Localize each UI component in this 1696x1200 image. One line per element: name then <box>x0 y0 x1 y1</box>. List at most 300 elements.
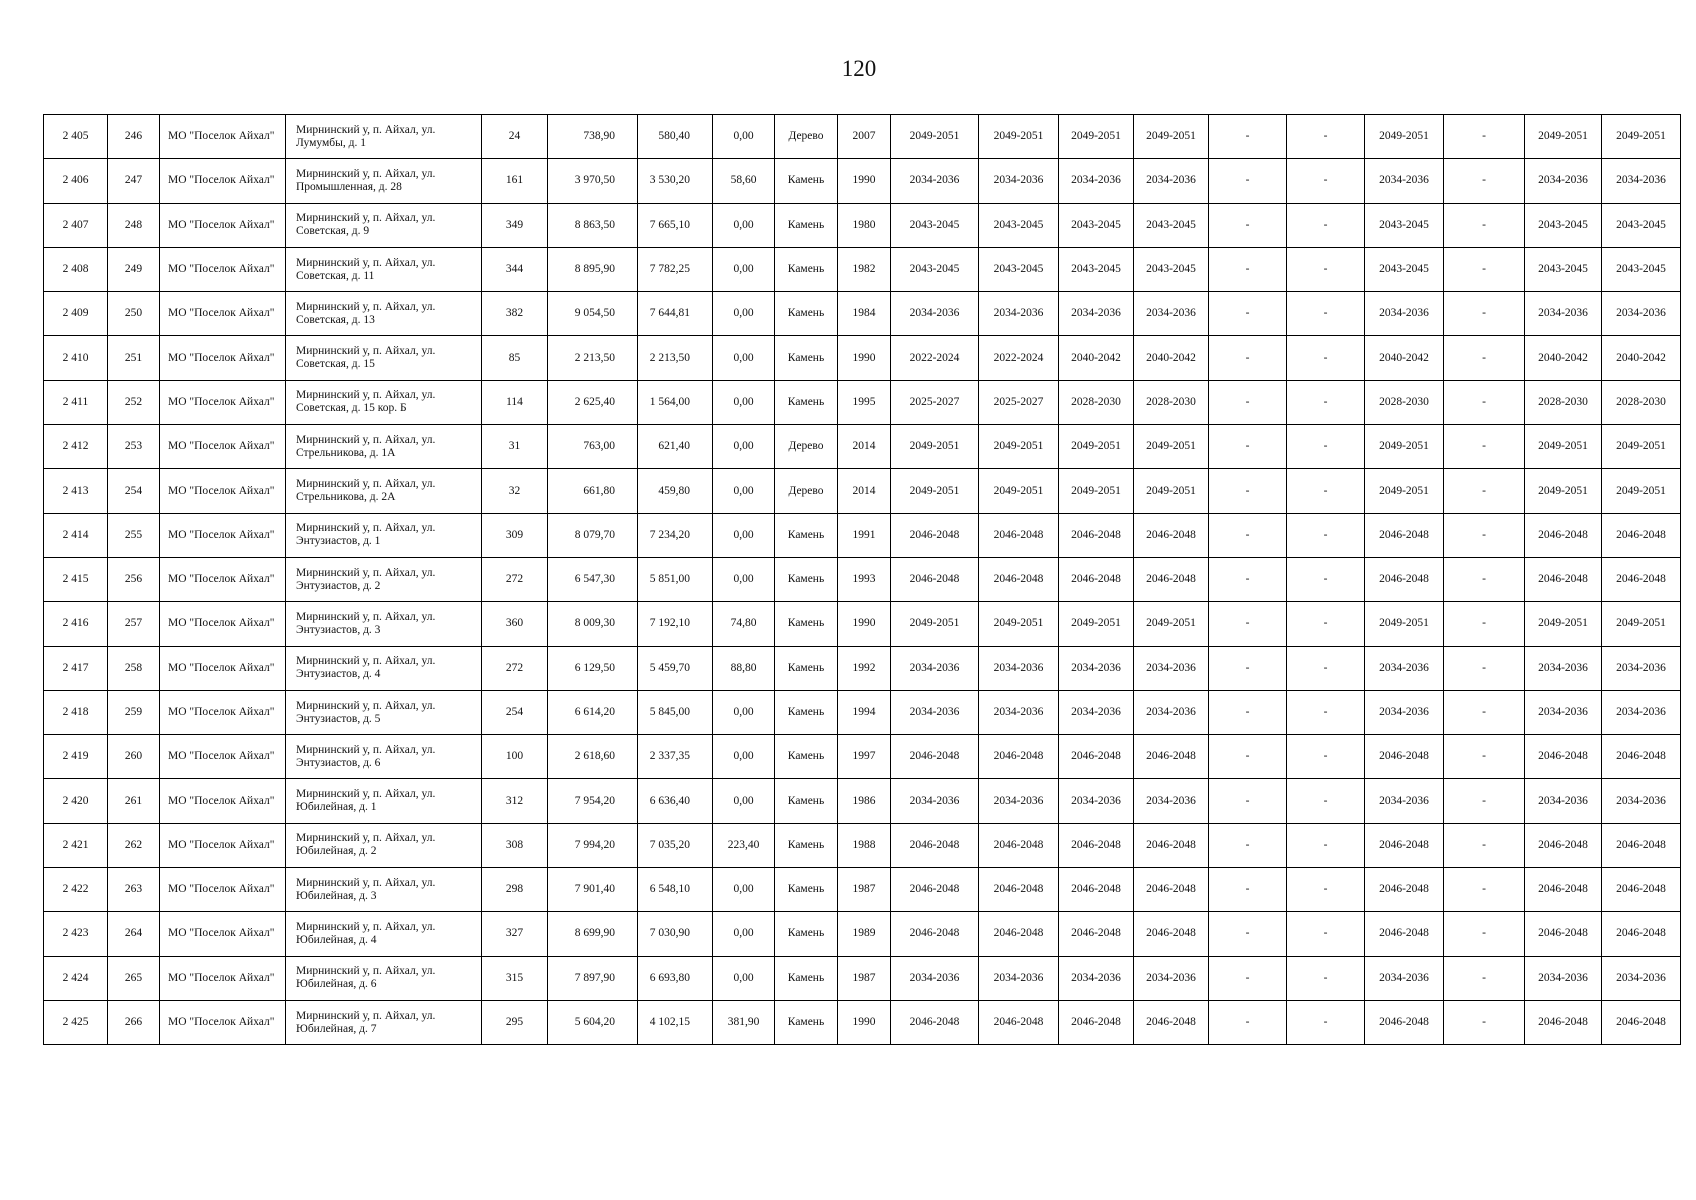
period-cell-4: 2049-2051 <box>1134 425 1209 469</box>
period-cell-8: - <box>1444 1000 1525 1044</box>
period-cell-2: 2046-2048 <box>979 912 1059 956</box>
municipality-cell: МО "Поселок Айхал" <box>160 247 286 291</box>
year-built-cell: 1990 <box>838 1000 891 1044</box>
address-cell: Мирнинский у, п. Айхал, ул. Энтузиастов, д. 4 <box>286 646 482 690</box>
nonliving-area-cell: 0,00 <box>713 690 775 734</box>
year-built-cell: 1990 <box>838 336 891 380</box>
period-cell-9: 2034-2036 <box>1525 292 1602 336</box>
address-cell: Мирнинский у, п. Айхал, ул. Стрельникова, д. 1А <box>286 425 482 469</box>
year-built-cell: 1988 <box>838 823 891 867</box>
living-area-cell: 6 636,40 <box>638 779 713 823</box>
item-number-cell: 249 <box>108 247 160 291</box>
period-cell-5: - <box>1209 823 1287 867</box>
nonliving-area-cell: 0,00 <box>713 292 775 336</box>
period-cell-4: 2040-2042 <box>1134 336 1209 380</box>
item-number-cell: 254 <box>108 469 160 513</box>
period-cell-9: 2046-2048 <box>1525 912 1602 956</box>
item-number-cell: 256 <box>108 557 160 601</box>
nonliving-area-cell: 58,60 <box>713 159 775 203</box>
period-cell-2: 2043-2045 <box>979 203 1059 247</box>
residents-cell: 360 <box>482 602 548 646</box>
period-cell-7: 2040-2042 <box>1365 336 1444 380</box>
wall-material-cell: Камень <box>775 690 838 734</box>
period-cell-2: 2049-2051 <box>979 602 1059 646</box>
period-cell-4: 2034-2036 <box>1134 646 1209 690</box>
year-built-cell: 1991 <box>838 513 891 557</box>
period-cell-1: 2043-2045 <box>891 203 979 247</box>
nonliving-area-cell: 0,00 <box>713 115 775 159</box>
period-cell-10: 2034-2036 <box>1602 956 1681 1000</box>
item-number-cell: 260 <box>108 735 160 779</box>
wall-material-cell: Камень <box>775 823 838 867</box>
period-cell-7: 2046-2048 <box>1365 868 1444 912</box>
period-cell-10: 2043-2045 <box>1602 203 1681 247</box>
table-row <box>44 513 1681 557</box>
period-cell-5: - <box>1209 115 1287 159</box>
nonliving-area-cell: 0,00 <box>713 779 775 823</box>
total-area-cell: 6 129,50 <box>548 646 638 690</box>
municipality-cell: МО "Поселок Айхал" <box>160 292 286 336</box>
row-number-cell: 2 414 <box>44 513 108 557</box>
period-cell-9: 2046-2048 <box>1525 513 1602 557</box>
period-cell-9: 2028-2030 <box>1525 380 1602 424</box>
living-area-cell: 2 213,50 <box>638 336 713 380</box>
period-cell-2: 2034-2036 <box>979 690 1059 734</box>
municipality-cell: МО "Поселок Айхал" <box>160 425 286 469</box>
municipality-cell: МО "Поселок Айхал" <box>160 557 286 601</box>
row-number-cell: 2 407 <box>44 203 108 247</box>
period-cell-5: - <box>1209 159 1287 203</box>
table-row <box>44 779 1681 823</box>
total-area-cell: 8 699,90 <box>548 912 638 956</box>
period-cell-4: 2034-2036 <box>1134 292 1209 336</box>
living-area-cell: 6 548,10 <box>638 868 713 912</box>
wall-material-cell: Камень <box>775 292 838 336</box>
period-cell-5: - <box>1209 690 1287 734</box>
address-cell: Мирнинский у, п. Айхал, ул. Советская, д. 15 кор. Б <box>286 380 482 424</box>
year-built-cell: 1987 <box>838 956 891 1000</box>
period-cell-10: 2049-2051 <box>1602 425 1681 469</box>
period-cell-8: - <box>1444 469 1525 513</box>
period-cell-3: 2046-2048 <box>1059 735 1134 779</box>
municipality-cell: МО "Поселок Айхал" <box>160 735 286 779</box>
living-area-cell: 621,40 <box>638 425 713 469</box>
wall-material-cell: Камень <box>775 336 838 380</box>
period-cell-2: 2034-2036 <box>979 159 1059 203</box>
period-cell-2: 2034-2036 <box>979 292 1059 336</box>
period-cell-3: 2049-2051 <box>1059 602 1134 646</box>
item-number-cell: 246 <box>108 115 160 159</box>
period-cell-8: - <box>1444 159 1525 203</box>
year-built-cell: 1993 <box>838 557 891 601</box>
period-cell-7: 2034-2036 <box>1365 779 1444 823</box>
total-area-cell: 2 618,60 <box>548 735 638 779</box>
table-row <box>44 425 1681 469</box>
living-area-cell: 3 530,20 <box>638 159 713 203</box>
period-cell-1: 2046-2048 <box>891 1000 979 1044</box>
living-area-cell: 2 337,35 <box>638 735 713 779</box>
nonliving-area-cell: 0,00 <box>713 912 775 956</box>
total-area-cell: 6 614,20 <box>548 690 638 734</box>
municipality-cell: МО "Поселок Айхал" <box>160 380 286 424</box>
row-number-cell: 2 410 <box>44 336 108 380</box>
period-cell-3: 2046-2048 <box>1059 1000 1134 1044</box>
residents-cell: 254 <box>482 690 548 734</box>
period-cell-1: 2049-2051 <box>891 425 979 469</box>
period-cell-7: 2034-2036 <box>1365 159 1444 203</box>
municipality-cell: МО "Поселок Айхал" <box>160 602 286 646</box>
row-number-cell: 2 415 <box>44 557 108 601</box>
row-number-cell: 2 422 <box>44 868 108 912</box>
item-number-cell: 263 <box>108 868 160 912</box>
period-cell-4: 2046-2048 <box>1134 513 1209 557</box>
year-built-cell: 1994 <box>838 690 891 734</box>
total-area-cell: 7 954,20 <box>548 779 638 823</box>
residents-cell: 100 <box>482 735 548 779</box>
item-number-cell: 264 <box>108 912 160 956</box>
period-cell-1: 2034-2036 <box>891 779 979 823</box>
period-cell-7: 2043-2045 <box>1365 247 1444 291</box>
period-cell-7: 2034-2036 <box>1365 956 1444 1000</box>
total-area-cell: 8 009,30 <box>548 602 638 646</box>
period-cell-10: 2034-2036 <box>1602 690 1681 734</box>
address-cell: Мирнинский у, п. Айхал, ул. Юбилейная, д. 3 <box>286 868 482 912</box>
nonliving-area-cell: 0,00 <box>713 735 775 779</box>
period-cell-2: 2046-2048 <box>979 513 1059 557</box>
period-cell-9: 2034-2036 <box>1525 646 1602 690</box>
item-number-cell: 266 <box>108 1000 160 1044</box>
table-row <box>44 646 1681 690</box>
municipality-cell: МО "Поселок Айхал" <box>160 115 286 159</box>
period-cell-3: 2049-2051 <box>1059 469 1134 513</box>
period-cell-9: 2046-2048 <box>1525 557 1602 601</box>
row-number-cell: 2 419 <box>44 735 108 779</box>
period-cell-1: 2034-2036 <box>891 646 979 690</box>
address-cell: Мирнинский у, п. Айхал, ул. Энтузиастов, д. 1 <box>286 513 482 557</box>
period-cell-6: - <box>1287 247 1365 291</box>
period-cell-3: 2034-2036 <box>1059 646 1134 690</box>
period-cell-3: 2034-2036 <box>1059 779 1134 823</box>
nonliving-area-cell: 88,80 <box>713 646 775 690</box>
living-area-cell: 6 693,80 <box>638 956 713 1000</box>
living-area-cell: 5 459,70 <box>638 646 713 690</box>
period-cell-1: 2046-2048 <box>891 868 979 912</box>
period-cell-5: - <box>1209 247 1287 291</box>
address-cell: Мирнинский у, п. Айхал, ул. Промышленная, д. 28 <box>286 159 482 203</box>
item-number-cell: 261 <box>108 779 160 823</box>
wall-material-cell: Камень <box>775 203 838 247</box>
period-cell-4: 2049-2051 <box>1134 469 1209 513</box>
total-area-cell: 5 604,20 <box>548 1000 638 1044</box>
table-row <box>44 336 1681 380</box>
period-cell-6: - <box>1287 380 1365 424</box>
period-cell-4: 2034-2036 <box>1134 690 1209 734</box>
residents-cell: 32 <box>482 469 548 513</box>
table-row <box>44 159 1681 203</box>
row-number-cell: 2 420 <box>44 779 108 823</box>
table-row <box>44 380 1681 424</box>
wall-material-cell: Дерево <box>775 115 838 159</box>
living-area-cell: 580,40 <box>638 115 713 159</box>
period-cell-10: 2046-2048 <box>1602 1000 1681 1044</box>
period-cell-3: 2034-2036 <box>1059 292 1134 336</box>
period-cell-5: - <box>1209 292 1287 336</box>
period-cell-6: - <box>1287 602 1365 646</box>
period-cell-2: 2049-2051 <box>979 469 1059 513</box>
period-cell-9: 2040-2042 <box>1525 336 1602 380</box>
period-cell-6: - <box>1287 513 1365 557</box>
period-cell-10: 2049-2051 <box>1602 469 1681 513</box>
residents-cell: 344 <box>482 247 548 291</box>
table-row <box>44 956 1681 1000</box>
residents-cell: 327 <box>482 912 548 956</box>
period-cell-6: - <box>1287 646 1365 690</box>
period-cell-9: 2046-2048 <box>1525 823 1602 867</box>
housing-registry-table <box>43 114 1681 1045</box>
municipality-cell: МО "Поселок Айхал" <box>160 956 286 1000</box>
wall-material-cell: Камень <box>775 380 838 424</box>
period-cell-5: - <box>1209 469 1287 513</box>
period-cell-5: - <box>1209 203 1287 247</box>
period-cell-6: - <box>1287 1000 1365 1044</box>
table-row <box>44 557 1681 601</box>
table-row <box>44 690 1681 734</box>
period-cell-2: 2046-2048 <box>979 823 1059 867</box>
period-cell-9: 2034-2036 <box>1525 956 1602 1000</box>
period-cell-9: 2049-2051 <box>1525 115 1602 159</box>
period-cell-8: - <box>1444 735 1525 779</box>
living-area-cell: 7 192,10 <box>638 602 713 646</box>
period-cell-9: 2043-2045 <box>1525 203 1602 247</box>
address-cell: Мирнинский у, п. Айхал, ул. Юбилейная, д. 6 <box>286 956 482 1000</box>
period-cell-7: 2034-2036 <box>1365 646 1444 690</box>
period-cell-7: 2046-2048 <box>1365 557 1444 601</box>
wall-material-cell: Камень <box>775 513 838 557</box>
period-cell-3: 2046-2048 <box>1059 912 1134 956</box>
nonliving-area-cell: 0,00 <box>713 956 775 1000</box>
period-cell-7: 2049-2051 <box>1365 115 1444 159</box>
residents-cell: 85 <box>482 336 548 380</box>
period-cell-5: - <box>1209 735 1287 779</box>
period-cell-10: 2028-2030 <box>1602 380 1681 424</box>
residents-cell: 382 <box>482 292 548 336</box>
address-cell: Мирнинский у, п. Айхал, ул. Юбилейная, д. 4 <box>286 912 482 956</box>
residents-cell: 309 <box>482 513 548 557</box>
period-cell-4: 2046-2048 <box>1134 868 1209 912</box>
item-number-cell: 248 <box>108 203 160 247</box>
municipality-cell: МО "Поселок Айхал" <box>160 779 286 823</box>
period-cell-3: 2046-2048 <box>1059 868 1134 912</box>
period-cell-1: 2034-2036 <box>891 159 979 203</box>
period-cell-9: 2034-2036 <box>1525 690 1602 734</box>
item-number-cell: 250 <box>108 292 160 336</box>
period-cell-6: - <box>1287 868 1365 912</box>
item-number-cell: 252 <box>108 380 160 424</box>
period-cell-4: 2046-2048 <box>1134 1000 1209 1044</box>
period-cell-7: 2046-2048 <box>1365 735 1444 779</box>
period-cell-10: 2046-2048 <box>1602 557 1681 601</box>
wall-material-cell: Камень <box>775 956 838 1000</box>
wall-material-cell: Камень <box>775 735 838 779</box>
period-cell-3: 2046-2048 <box>1059 823 1134 867</box>
period-cell-2: 2022-2024 <box>979 336 1059 380</box>
nonliving-area-cell: 74,80 <box>713 602 775 646</box>
row-number-cell: 2 406 <box>44 159 108 203</box>
period-cell-6: - <box>1287 292 1365 336</box>
year-built-cell: 1986 <box>838 779 891 823</box>
year-built-cell: 1987 <box>838 868 891 912</box>
period-cell-1: 2022-2024 <box>891 336 979 380</box>
living-area-cell: 7 644,81 <box>638 292 713 336</box>
period-cell-9: 2046-2048 <box>1525 735 1602 779</box>
period-cell-7: 2049-2051 <box>1365 469 1444 513</box>
period-cell-4: 2028-2030 <box>1134 380 1209 424</box>
period-cell-2: 2034-2036 <box>979 956 1059 1000</box>
period-cell-1: 2034-2036 <box>891 956 979 1000</box>
period-cell-7: 2034-2036 <box>1365 690 1444 734</box>
year-built-cell: 1980 <box>838 203 891 247</box>
period-cell-10: 2034-2036 <box>1602 159 1681 203</box>
year-built-cell: 2014 <box>838 469 891 513</box>
row-number-cell: 2 421 <box>44 823 108 867</box>
living-area-cell: 4 102,15 <box>638 1000 713 1044</box>
period-cell-8: - <box>1444 690 1525 734</box>
year-built-cell: 1984 <box>838 292 891 336</box>
address-cell: Мирнинский у, п. Айхал, ул. Юбилейная, д. 7 <box>286 1000 482 1044</box>
period-cell-10: 2046-2048 <box>1602 735 1681 779</box>
row-number-cell: 2 413 <box>44 469 108 513</box>
wall-material-cell: Камень <box>775 602 838 646</box>
total-area-cell: 763,00 <box>548 425 638 469</box>
nonliving-area-cell: 0,00 <box>713 380 775 424</box>
period-cell-7: 2046-2048 <box>1365 823 1444 867</box>
period-cell-10: 2046-2048 <box>1602 823 1681 867</box>
period-cell-3: 2028-2030 <box>1059 380 1134 424</box>
period-cell-5: - <box>1209 779 1287 823</box>
table-row <box>44 1000 1681 1044</box>
period-cell-10: 2043-2045 <box>1602 247 1681 291</box>
period-cell-3: 2034-2036 <box>1059 159 1134 203</box>
year-built-cell: 1997 <box>838 735 891 779</box>
municipality-cell: МО "Поселок Айхал" <box>160 912 286 956</box>
municipality-cell: МО "Поселок Айхал" <box>160 823 286 867</box>
period-cell-1: 2046-2048 <box>891 557 979 601</box>
row-number-cell: 2 417 <box>44 646 108 690</box>
nonliving-area-cell: 0,00 <box>713 203 775 247</box>
address-cell: Мирнинский у, п. Айхал, ул. Юбилейная, д. 2 <box>286 823 482 867</box>
period-cell-5: - <box>1209 425 1287 469</box>
period-cell-10: 2046-2048 <box>1602 513 1681 557</box>
total-area-cell: 7 897,90 <box>548 956 638 1000</box>
period-cell-6: - <box>1287 336 1365 380</box>
residents-cell: 24 <box>482 115 548 159</box>
total-area-cell: 661,80 <box>548 469 638 513</box>
period-cell-6: - <box>1287 912 1365 956</box>
period-cell-3: 2040-2042 <box>1059 336 1134 380</box>
year-built-cell: 1995 <box>838 380 891 424</box>
address-cell: Мирнинский у, п. Айхал, ул. Энтузиастов, д. 3 <box>286 602 482 646</box>
living-area-cell: 459,80 <box>638 469 713 513</box>
wall-material-cell: Камень <box>775 1000 838 1044</box>
period-cell-6: - <box>1287 115 1365 159</box>
row-number-cell: 2 412 <box>44 425 108 469</box>
address-cell: Мирнинский у, п. Айхал, ул. Советская, д. 11 <box>286 247 482 291</box>
period-cell-8: - <box>1444 425 1525 469</box>
item-number-cell: 259 <box>108 690 160 734</box>
item-number-cell: 258 <box>108 646 160 690</box>
period-cell-4: 2034-2036 <box>1134 159 1209 203</box>
period-cell-5: - <box>1209 956 1287 1000</box>
period-cell-8: - <box>1444 646 1525 690</box>
wall-material-cell: Камень <box>775 912 838 956</box>
year-built-cell: 1982 <box>838 247 891 291</box>
residents-cell: 161 <box>482 159 548 203</box>
period-cell-5: - <box>1209 336 1287 380</box>
wall-material-cell: Дерево <box>775 469 838 513</box>
living-area-cell: 7 035,20 <box>638 823 713 867</box>
table-row <box>44 735 1681 779</box>
nonliving-area-cell: 0,00 <box>713 513 775 557</box>
residents-cell: 272 <box>482 557 548 601</box>
period-cell-6: - <box>1287 735 1365 779</box>
total-area-cell: 6 547,30 <box>548 557 638 601</box>
period-cell-8: - <box>1444 292 1525 336</box>
period-cell-5: - <box>1209 513 1287 557</box>
address-cell: Мирнинский у, п. Айхал, ул. Энтузиастов, д. 5 <box>286 690 482 734</box>
period-cell-8: - <box>1444 336 1525 380</box>
period-cell-6: - <box>1287 203 1365 247</box>
nonliving-area-cell: 0,00 <box>713 336 775 380</box>
period-cell-4: 2034-2036 <box>1134 779 1209 823</box>
residents-cell: 272 <box>482 646 548 690</box>
living-area-cell: 7 782,25 <box>638 247 713 291</box>
period-cell-8: - <box>1444 912 1525 956</box>
period-cell-3: 2034-2036 <box>1059 690 1134 734</box>
nonliving-area-cell: 0,00 <box>713 557 775 601</box>
residents-cell: 315 <box>482 956 548 1000</box>
item-number-cell: 257 <box>108 602 160 646</box>
period-cell-2: 2046-2048 <box>979 557 1059 601</box>
row-number-cell: 2 423 <box>44 912 108 956</box>
period-cell-4: 2043-2045 <box>1134 247 1209 291</box>
municipality-cell: МО "Поселок Айхал" <box>160 690 286 734</box>
period-cell-6: - <box>1287 469 1365 513</box>
total-area-cell: 9 054,50 <box>548 292 638 336</box>
period-cell-2: 2025-2027 <box>979 380 1059 424</box>
year-built-cell: 2007 <box>838 115 891 159</box>
address-cell: Мирнинский у, п. Айхал, ул. Энтузиастов, д. 2 <box>286 557 482 601</box>
period-cell-5: - <box>1209 1000 1287 1044</box>
nonliving-area-cell: 0,00 <box>713 425 775 469</box>
period-cell-1: 2034-2036 <box>891 292 979 336</box>
period-cell-4: 2046-2048 <box>1134 735 1209 779</box>
residents-cell: 312 <box>482 779 548 823</box>
wall-material-cell: Камень <box>775 159 838 203</box>
address-cell: Мирнинский у, п. Айхал, ул. Советская, д. 15 <box>286 336 482 380</box>
period-cell-6: - <box>1287 557 1365 601</box>
period-cell-3: 2046-2048 <box>1059 513 1134 557</box>
wall-material-cell: Камень <box>775 247 838 291</box>
table-row <box>44 602 1681 646</box>
year-built-cell: 1989 <box>838 912 891 956</box>
nonliving-area-cell: 0,00 <box>713 469 775 513</box>
year-built-cell: 2014 <box>838 425 891 469</box>
table-row <box>44 203 1681 247</box>
period-cell-8: - <box>1444 203 1525 247</box>
address-cell: Мирнинский у, п. Айхал, ул. Стрельникова, д. 2А <box>286 469 482 513</box>
nonliving-area-cell: 0,00 <box>713 247 775 291</box>
table-row <box>44 115 1681 159</box>
